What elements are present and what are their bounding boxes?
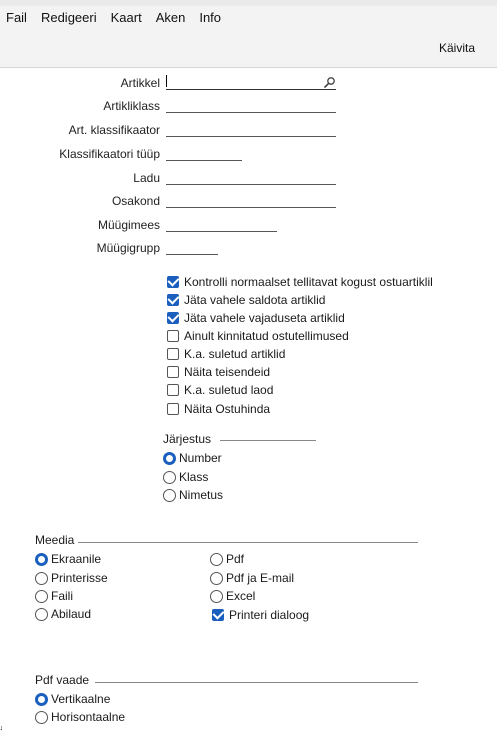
media-option-pdf-email[interactable]: Pdf ja E-mail: [210, 570, 294, 586]
media-option-printer[interactable]: Printerisse: [35, 570, 108, 586]
option-show-variants[interactable]: Näita teisendeid: [167, 364, 270, 380]
menu-edit[interactable]: Redigeeri: [40, 9, 97, 25]
radio-sort-1[interactable]: [163, 471, 176, 484]
media-option-clipboard[interactable]: Abilaud: [35, 606, 91, 622]
radio-media-file[interactable]: [35, 590, 48, 603]
media-option-excel[interactable]: Excel: [210, 588, 255, 604]
menu-info[interactable]: Info: [199, 9, 222, 25]
radio-media-pdf[interactable]: [210, 553, 223, 566]
checkbox-option-7[interactable]: [167, 403, 179, 415]
pdf-view-title: Pdf vaade: [35, 673, 90, 687]
classifier-type-field[interactable]: [166, 160, 242, 161]
printer-dialog-option[interactable]: Printeri dialoog: [212, 607, 309, 623]
pdf-view-option-landscape[interactable]: Horisontaalne: [35, 709, 125, 725]
checkbox-option-5[interactable]: [167, 366, 179, 378]
checkbox-option-3[interactable]: [167, 330, 179, 342]
option-skip-no-need[interactable]: Jäta vahele vajaduseta artiklid: [167, 310, 345, 326]
radio-sort-2[interactable]: [163, 489, 176, 502]
checkbox-option-4[interactable]: [167, 348, 179, 360]
salesman-field[interactable]: [166, 231, 277, 232]
radio-media-printer[interactable]: [35, 572, 48, 585]
pdf-view-option-portrait[interactable]: Vertikaalne: [35, 691, 110, 707]
option-only-approved[interactable]: Ainult kinnitatud ostutellimused: [167, 328, 349, 344]
menu-bar: [0, 6, 497, 28]
radio-pdf-view-0[interactable]: [35, 693, 48, 706]
media-divider: [78, 542, 418, 543]
checkbox-option-1[interactable]: [167, 294, 179, 306]
field-label-department: Osakond: [111, 194, 160, 208]
field-label-item-class: Artikliklass: [103, 99, 160, 113]
field-label-item: Artikkel: [120, 76, 160, 90]
media-option-screen[interactable]: Ekraanile: [35, 551, 101, 567]
field-label-classifier-type: Klassifikaatori tüüp: [59, 147, 160, 161]
field-label-salesman: Müügimees: [97, 218, 160, 232]
media-option-file[interactable]: Faili: [35, 588, 73, 604]
checkbox-option-0[interactable]: [167, 276, 179, 288]
search-icon[interactable]: [323, 76, 336, 89]
option-include-closed-locations[interactable]: K.a. suletud laod: [167, 382, 273, 398]
text-caret: [166, 75, 167, 87]
radio-sort-0[interactable]: [163, 452, 176, 465]
menu-window[interactable]: Aken: [155, 9, 186, 25]
sort-option-number[interactable]: Number: [163, 450, 222, 466]
item-class-field[interactable]: [166, 112, 336, 113]
radio-media-clipboard[interactable]: [35, 608, 48, 621]
option-include-closed-items[interactable]: K.a. suletud artiklid: [167, 346, 285, 362]
checkbox-option-6[interactable]: [167, 384, 179, 396]
media-option-pdf[interactable]: Pdf: [210, 551, 244, 567]
option-check-normal-qty[interactable]: Kontrolli normaalset tellitavat kogust ostuartiklil: [167, 274, 433, 290]
classifier-field[interactable]: [166, 136, 336, 137]
sort-order-divider: [220, 440, 316, 441]
pdf-view-divider: [95, 682, 418, 683]
radio-media-screen[interactable]: [35, 553, 48, 566]
checkbox-printer-dialog[interactable]: [212, 609, 224, 621]
sort-order-title: Järjestus: [163, 432, 212, 446]
option-skip-no-balance[interactable]: Jäta vahele saldota artiklid: [167, 292, 325, 308]
resize-corner-icon: ⹌: [0, 722, 3, 732]
radio-pdf-view-1[interactable]: [35, 711, 48, 724]
menu-card[interactable]: Kaart: [110, 9, 142, 25]
field-label-sales-group: Müügigrupp: [96, 241, 160, 255]
menu-file[interactable]: Fail: [6, 9, 27, 25]
field-label-location: Ladu: [133, 171, 160, 185]
department-field[interactable]: [166, 207, 336, 208]
toolbar: [0, 28, 497, 68]
location-field[interactable]: [166, 184, 336, 185]
media-title: Meedia: [35, 533, 75, 547]
field-label-classifier: Art. klassifikaator: [68, 123, 160, 137]
option-show-purchase-price[interactable]: Näita Ostuhinda: [167, 401, 270, 417]
run-button[interactable]: Käivita: [438, 41, 475, 55]
sort-option-name[interactable]: Nimetus: [163, 487, 223, 503]
sort-option-class[interactable]: Klass: [163, 469, 208, 485]
sales-group-field[interactable]: [166, 254, 218, 255]
radio-media-excel[interactable]: [210, 590, 223, 603]
checkbox-option-2[interactable]: [167, 312, 179, 324]
item-field[interactable]: [166, 89, 336, 90]
radio-media-pdf-email[interactable]: [210, 572, 223, 585]
